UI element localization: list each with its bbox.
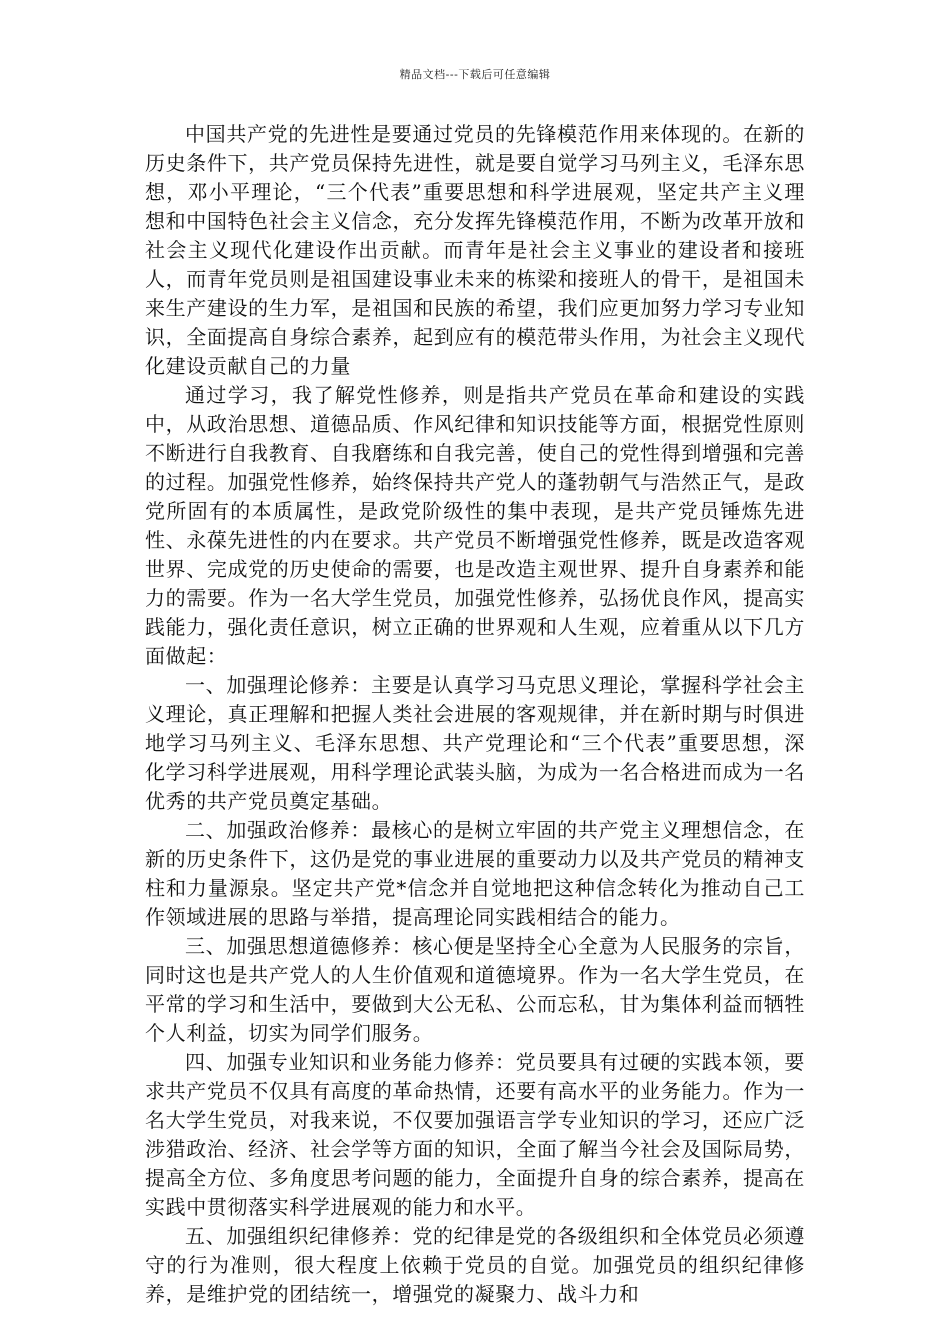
paragraph-intro: 中国共产党的先进性是要通过党员的先锋模范作用来体现的。在新的历史条件下，共产党员保持先进性，就是要自觉学习马列主义，毛泽东思想，邓小平理论，“三个代表”重要思想和科学进展观，坚定共产主义理想和中国特色社会主义信念，充分发挥先锋模范作用，不断为改革开放和社会主义现代化建设作出贡献。而青年是社会主义事业的建设者和接班人，而青年党员则是祖国建设事业未来的栋梁和接班人的骨干，是祖国未来生产建设的生力军，是祖国和民族的希望，我们应更加努力学习专业知识，全面提高自身综合素养，起到应有的模范带头作用，为社会主义现代化建设贡献自己的力量 <box>145 122 805 378</box>
paragraph-discipline: 五、加强组织纪律修养：党的纪律是党的各级组织和全体党员必须遵守的行为准则，很大程度上依赖于党员的自觉。加强党员的组织纪律修养，是维护党的团结统一，增强党的凝聚力、战斗力和 <box>145 1224 805 1306</box>
page-header: 精品文档---下载后可任意编辑 <box>399 68 551 81</box>
paragraph-morality: 三、加强思想道德修养：核心便是坚持全心全意为人民服务的宗旨，同时这也是共产党人的人生价值观和道德境界。作为一名大学生党员，在平常的学习和生活中，要做到大公无私、公而忘私，甘为集体利益而牺牲个人利益，切实为同学们服务。 <box>145 934 805 1045</box>
paragraph-politics: 二、加强政治修养：最核心的是树立牢固的共产党主义理想信念，在新的历史条件下，这仍是党的事业进展的重要动力以及共产党员的精神支柱和力量源泉。坚定共产党*信念并自觉地把这种信念转化为推动自己工作领域进展的思路与举措，提高理论同实践相结合的能力。 <box>145 818 805 929</box>
paragraph-professional: 四、加强专业知识和业务能力修养：党员要具有过硬的实践本领，要求共产党员不仅具有高度的革命热情，还要有高水平的业务能力。作为一名大学生党员，对我来说，不仅要加强语言学专业知识的学习，还应广泛涉猎政治、经济、社会学等方面的知识，全面了解当今社会及国际局势，提高全方位、多角度思考问题的能力，全面提升自身的综合素养，提高在实践中贯彻落实科学进展观的能力和水平。 <box>145 1050 805 1219</box>
paragraph-theory: 一、加强理论修养：主要是认真学习马克思义理论，掌握科学社会主义理论，真正理解和把握人类社会进展的客观规律，并在新时期与时俱进地学习马列主义、毛泽东思想、共产党理论和“三个代表”重要思想，深化学习科学进展观，用科学理论武装头脑，为成为一名合格进而成为一名优秀的共产党员奠定基础。 <box>145 673 805 813</box>
document-body <box>145 120 805 1309</box>
paragraph-party-spirit: 通过学习，我了解党性修养，则是指共产党员在革命和建设的实践中，从政治思想、道德品质、作风纪律和知识技能等方面，根据党性原则不断进行自我教育、自我磨练和自我完善，使自己的党性得到增强和完善的过程。加强党性修养，始终保持共产党人的蓬勃朝气与浩然正气，是政党所固有的本质属性，是政党阶级性的集中表现，是共产党员锤炼先进性、永葆先进性的内在要求。共产党员不断增强党性修养，既是改造客观世界、完成党的历史使命的需要，也是改造主观世界、提升自身素养和能力的需要。作为一名大学生党员，加强党性修养，弘扬优良作风，提高实践能力，强化责任意识，树立正确的世界观和人生观，应着重从以下几方面做起： <box>145 383 805 668</box>
